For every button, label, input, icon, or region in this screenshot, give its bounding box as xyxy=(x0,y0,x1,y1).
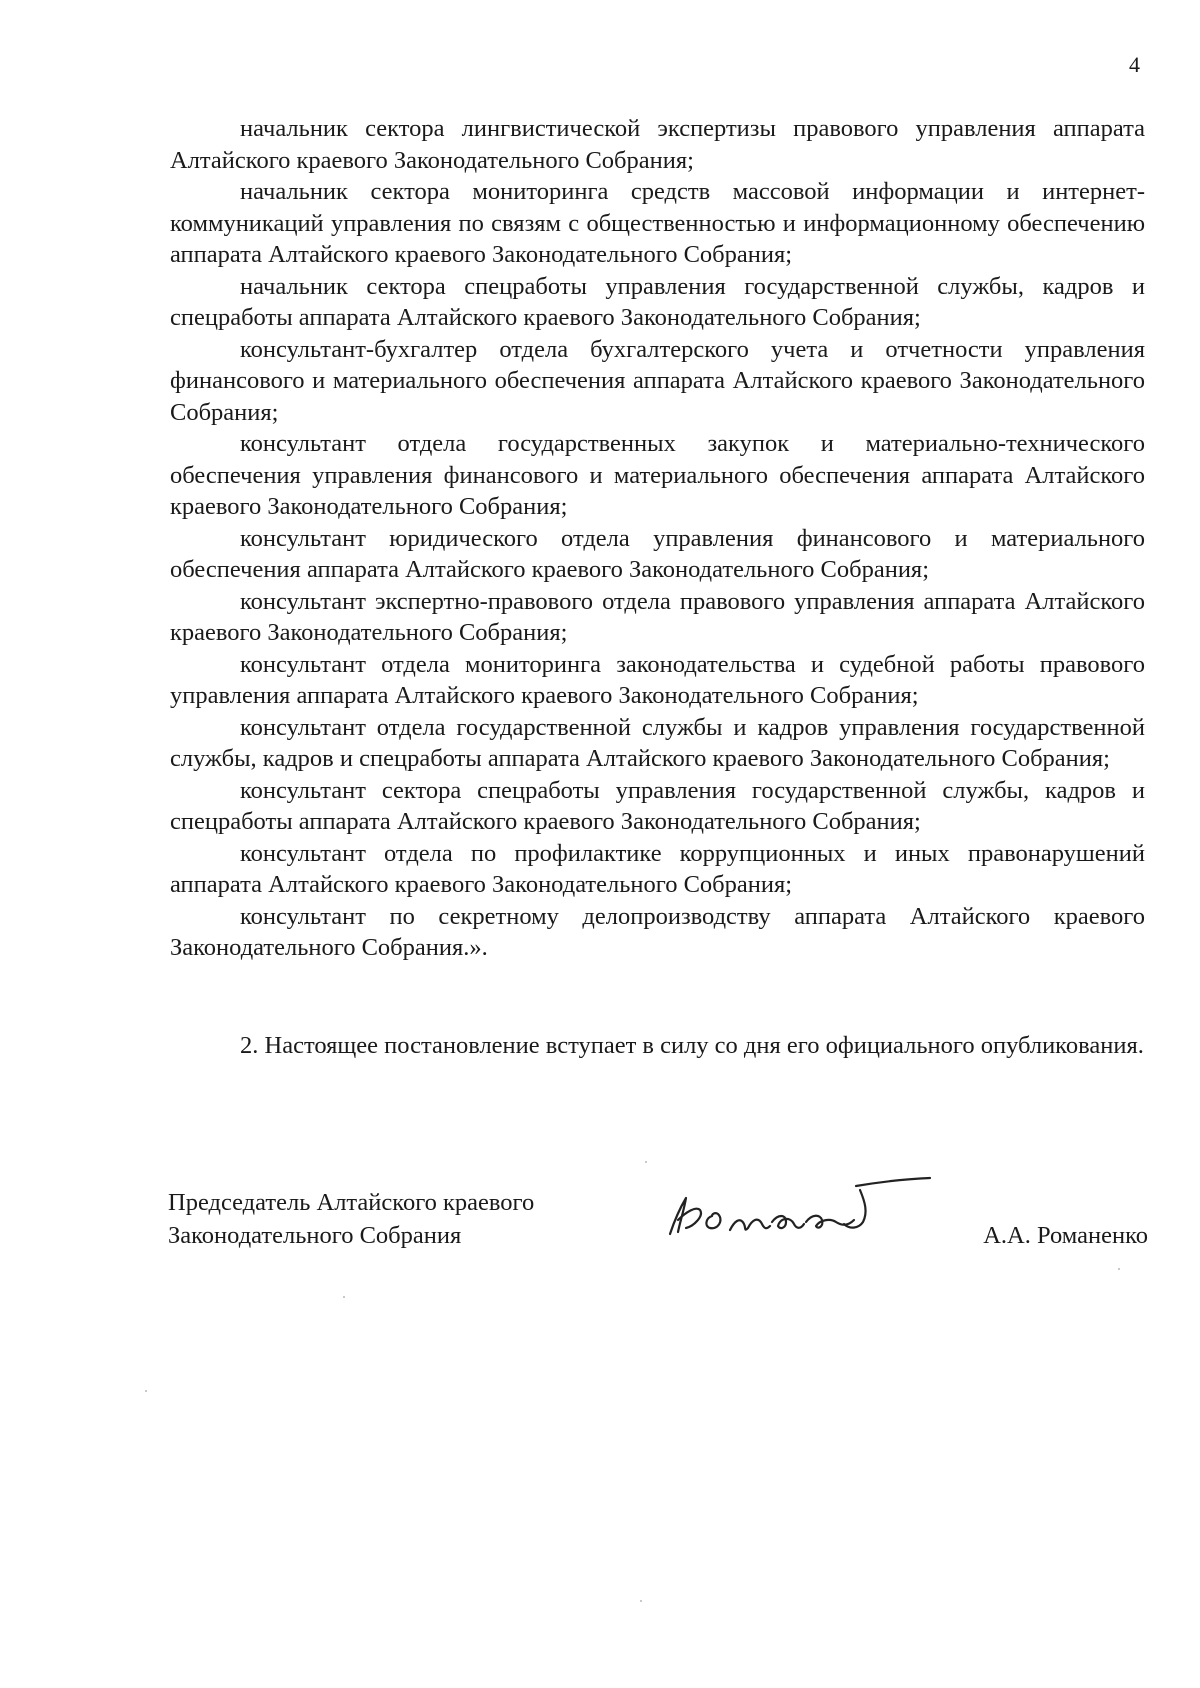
positions-list xyxy=(170,113,1145,964)
position-item: консультант отдела государственных закупок и материально-технического обеспечения управления финансового и материального обеспечения аппарата Алтайского краевого Законодательного Собрания; xyxy=(170,430,1145,520)
signer-title-line-1: Председатель Алтайского краевого xyxy=(168,1189,535,1216)
effective-clause xyxy=(170,1030,1145,1062)
position-item: консультант-бухгалтер отдела бухгалтерского учета и отчетности управления финансового и материального обеспечения аппарата Алтайского краевого Законодательного Собрания; xyxy=(170,335,1145,426)
position-item: начальник сектора спецработы управления государственной службы, кадров и спецработы аппарата Алтайского краевого Законодательного Собрания; xyxy=(170,272,1145,331)
scan-speck xyxy=(645,1161,647,1163)
position-item: консультант отдела мониторинга законодательства и судебной работы правового управления аппарата Алтайского краевого Законодательного Собрания; xyxy=(170,650,1145,709)
signature-block xyxy=(168,1186,1148,1266)
position-item: консультант юридического отдела управления финансового и материального обеспечения аппарата Алтайского краевого Законодательного Собрания; xyxy=(170,524,1145,583)
position-item: консультант сектора спецработы управления государственной службы, кадров и спецработы аппарата Алтайского краевого Законодательного Собрания; xyxy=(170,776,1145,835)
signer-name: А.А. Романенко xyxy=(983,1222,1148,1249)
page-number: 4 xyxy=(1129,52,1140,77)
signer-title-line-2: Законодательного Собрания xyxy=(168,1222,462,1249)
scan-speck xyxy=(145,1390,147,1392)
position-item: консультант отдела по профилактике коррупционных и иных правонарушений аппарата Алтайского краевого Законодательного Собрания; xyxy=(170,839,1145,898)
signer-title xyxy=(168,1186,534,1252)
scan-speck xyxy=(343,1296,345,1298)
position-item: консультант по секретному делопроизводству аппарата Алтайского краевого Законодательного Собрания.». xyxy=(170,902,1145,961)
clause-2-text: 2. Настоящее постановление вступает в силу со дня его официального опубликования. xyxy=(240,1032,1144,1059)
scan-speck xyxy=(1118,1268,1120,1270)
position-item: консультант экспертно-правового отдела правового управления аппарата Алтайского краевого Законодательного Собрания; xyxy=(170,587,1145,646)
handwritten-signature xyxy=(660,1164,950,1250)
position-item: консультант отдела государственной службы и кадров управления государственной службы, кадров и спецработы аппарата Алтайского краевого Законодательного Собрания; xyxy=(170,713,1145,772)
position-item: начальник сектора лингвистической экспертизы правового управления аппарата Алтайского краевого Законодательного Собрания; xyxy=(170,115,1145,174)
position-item: начальник сектора мониторинга средств массовой информации и интернет-коммуникаций управления по связям с общественностью и информационному обеспечению аппарата Алтайского краевого Законодательного Собрания; xyxy=(170,178,1145,268)
scan-speck xyxy=(640,1600,642,1602)
